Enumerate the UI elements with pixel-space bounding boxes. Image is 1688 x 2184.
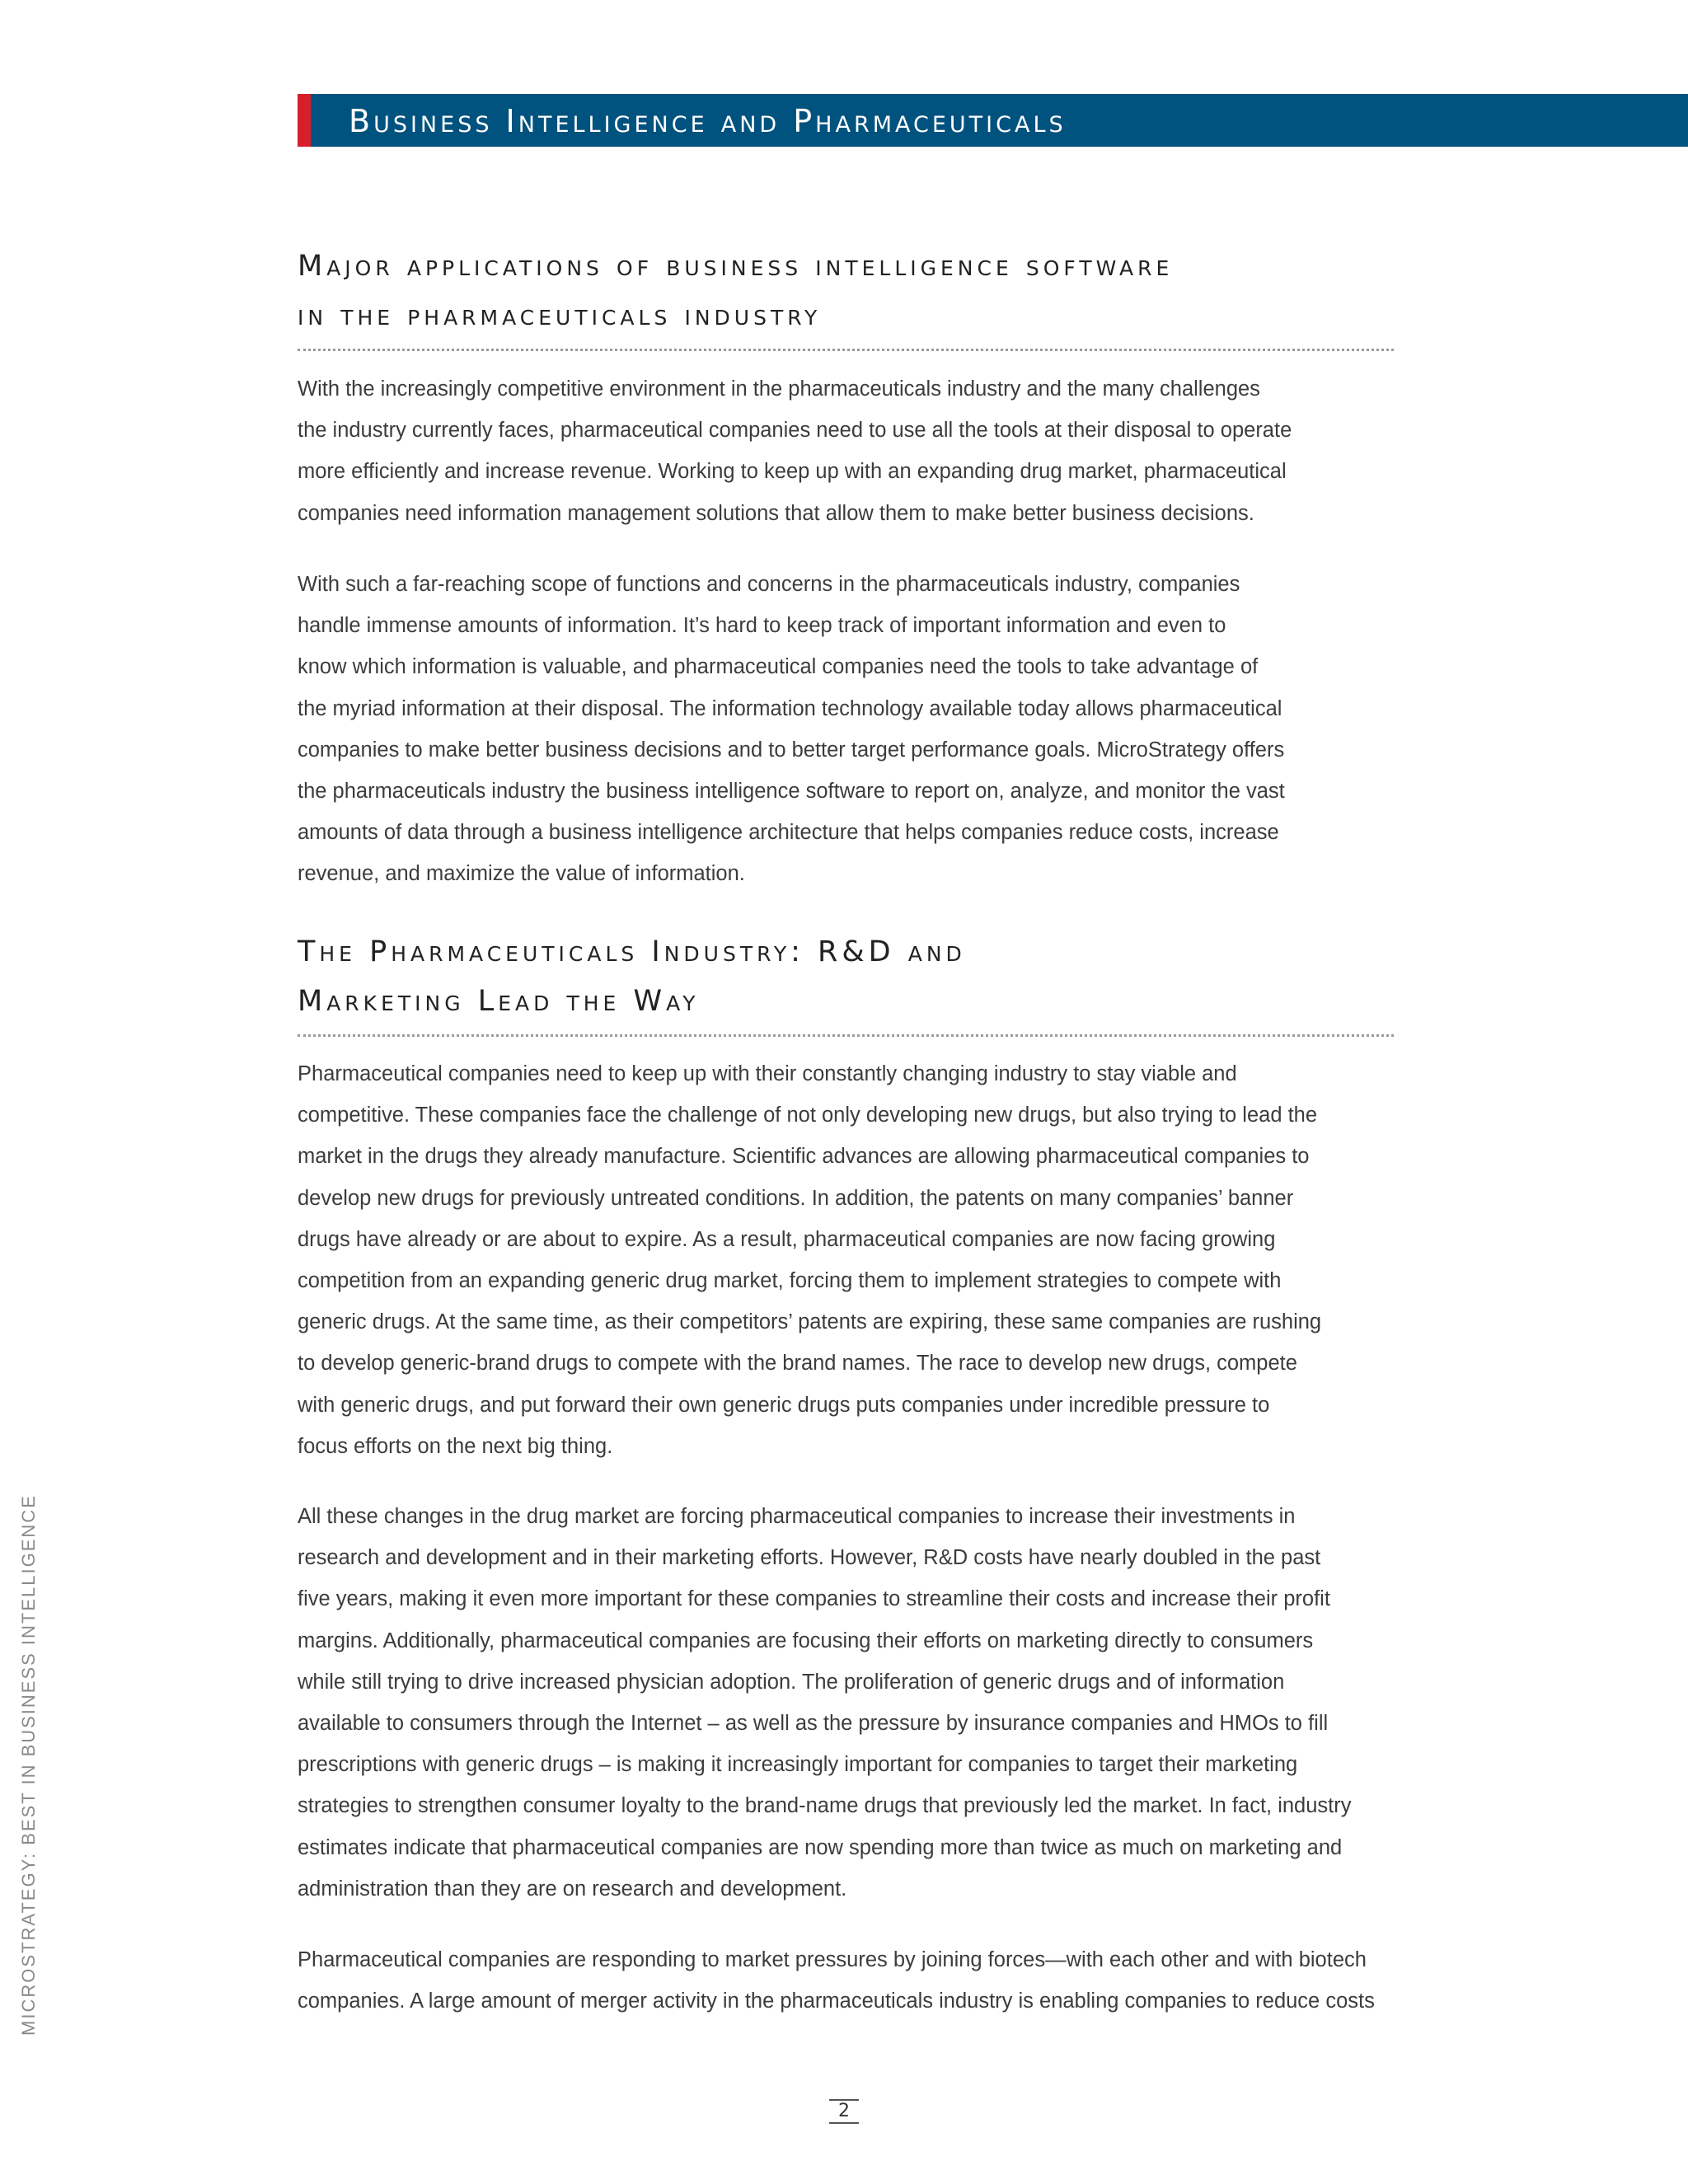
text-line: generic drugs. At the same time, as their competitors’ patents are expiring, these same companies are rushing [298,1310,1322,1334]
header-accent-stripe [298,94,311,147]
text-line: five years, making it even more important for these companies to streamline their costs and increase their profit [298,1587,1330,1611]
text-line: focus efforts on the next big thing. [298,1434,613,1458]
text-line: more efficiently and increase revenue. Working to keep up with an expanding drug market, pharmaceutical [298,460,1287,484]
text-line: With the increasingly competitive environment in the pharmaceuticals industry and the many challenges [298,377,1260,401]
paragraph [298,368,1394,534]
text-line: competitive. These companies face the challenge of not only developing new drugs, but also trying to lead the [298,1104,1318,1127]
text-line: drugs have already or are about to expire. As a result, pharmaceutical companies are now facing growing [298,1227,1276,1251]
text-line: research and development and in their marketing efforts. However, R&D costs have nearly doubled in the past [298,1546,1321,1570]
text-line: margins. Additionally, pharmaceutical companies are focusing their efforts on marketing directly to consumers [298,1629,1314,1652]
page-number: 2 [829,2099,859,2124]
text-line: All these changes in the drug market are forcing pharmaceutical companies to increase their investments in [298,1505,1296,1528]
paragraph [298,1053,1394,1467]
text-line: handle immense amounts of information. It’s hard to keep track of important information and even to [298,614,1226,638]
page-header-title: Business Intelligence and Pharmaceuticals [349,103,1067,139]
text-line: available to consumers through the Internet – as well as the pressure by insurance companies and HMOs to fill [298,1712,1329,1736]
text-line: market in the drugs they already manufacture. Scientific advances are allowing pharmaceutical companies to [298,1145,1310,1169]
paragraph [298,1496,1394,1910]
text-line: With such a far-reaching scope of functions and concerns in the pharmaceuticals industry, companies [298,573,1240,596]
text-line: the industry currently faces, pharmaceutical companies need to use all the tools at their disposal to operate [298,419,1292,443]
section-heading-line: The Pharmaceuticals Industry: R&D and [298,935,966,968]
text-line: with generic drugs, and put forward their own generic drugs puts companies under incredible pressure to [298,1393,1270,1417]
text-line: companies. A large amount of merger activity in the pharmaceuticals industry is enabling companies to reduce costs [298,1990,1375,2013]
paragraph [298,1939,1394,2022]
header-bar [298,94,1688,147]
section-heading-line: Major applications of business intelligence software [298,250,1174,283]
text-line: revenue, and maximize the value of information. [298,862,745,886]
text-line: while still trying to drive increased physician adoption. The proliferation of generic drugs and of information [298,1670,1285,1694]
text-line: companies need information management solutions that allow them to make better business decisions. [298,501,1254,525]
text-line: strategies to strengthen consumer loyalty to the brand-name drugs that previously led the market. In fact, industry [298,1794,1352,1818]
text-line: the myriad information at their disposal. The information technology available today allows pharmaceutical [298,696,1282,720]
text-line: competition from an expanding generic drug market, forcing them to implement strategies to compete with [298,1269,1282,1293]
text-line: the pharmaceuticals industry the business intelligence software to report on, analyze, and monitor the vast [298,780,1285,804]
text-line: companies to make better business decisions and to better target performance goals. MicroStrategy offers [298,738,1285,762]
text-line: to develop generic-brand drugs to compete with the brand names. The race to develop new drugs, compete [298,1352,1297,1376]
text-line: develop new drugs for previously untreated conditions. In addition, the patents on many companies’ banner [298,1186,1294,1210]
section-heading-line: Marketing Lead the Way [298,985,700,1018]
section-heading-industry [298,927,1394,1037]
text-line: amounts of data through a business intelligence architecture that helps companies reduce costs, increase [298,821,1279,845]
text-line: prescriptions with generic drugs – is making it increasingly important for companies to target their marketing [298,1753,1298,1777]
section-heading-line: in the pharmaceuticals industry [298,299,822,332]
text-line: Pharmaceutical companies are responding to market pressures by joining forces—with each other and with biotech [298,1948,1367,1971]
sidebar-label: MICROSTRATEGY: BEST IN BUSINESS INTELLIGENCE [18,1494,39,2036]
text-line: know which information is valuable, and pharmaceutical companies need the tools to take advantage of [298,655,1259,679]
section-heading-applications [298,241,1394,351]
text-line: administration than they are on research and development. [298,1877,847,1900]
text-line: Pharmaceutical companies need to keep up with their constantly changing industry to stay viable and [298,1062,1237,1085]
text-line: estimates indicate that pharmaceutical companies are now spending more than twice as much on marketing and [298,1835,1343,1859]
paragraph [298,564,1394,895]
